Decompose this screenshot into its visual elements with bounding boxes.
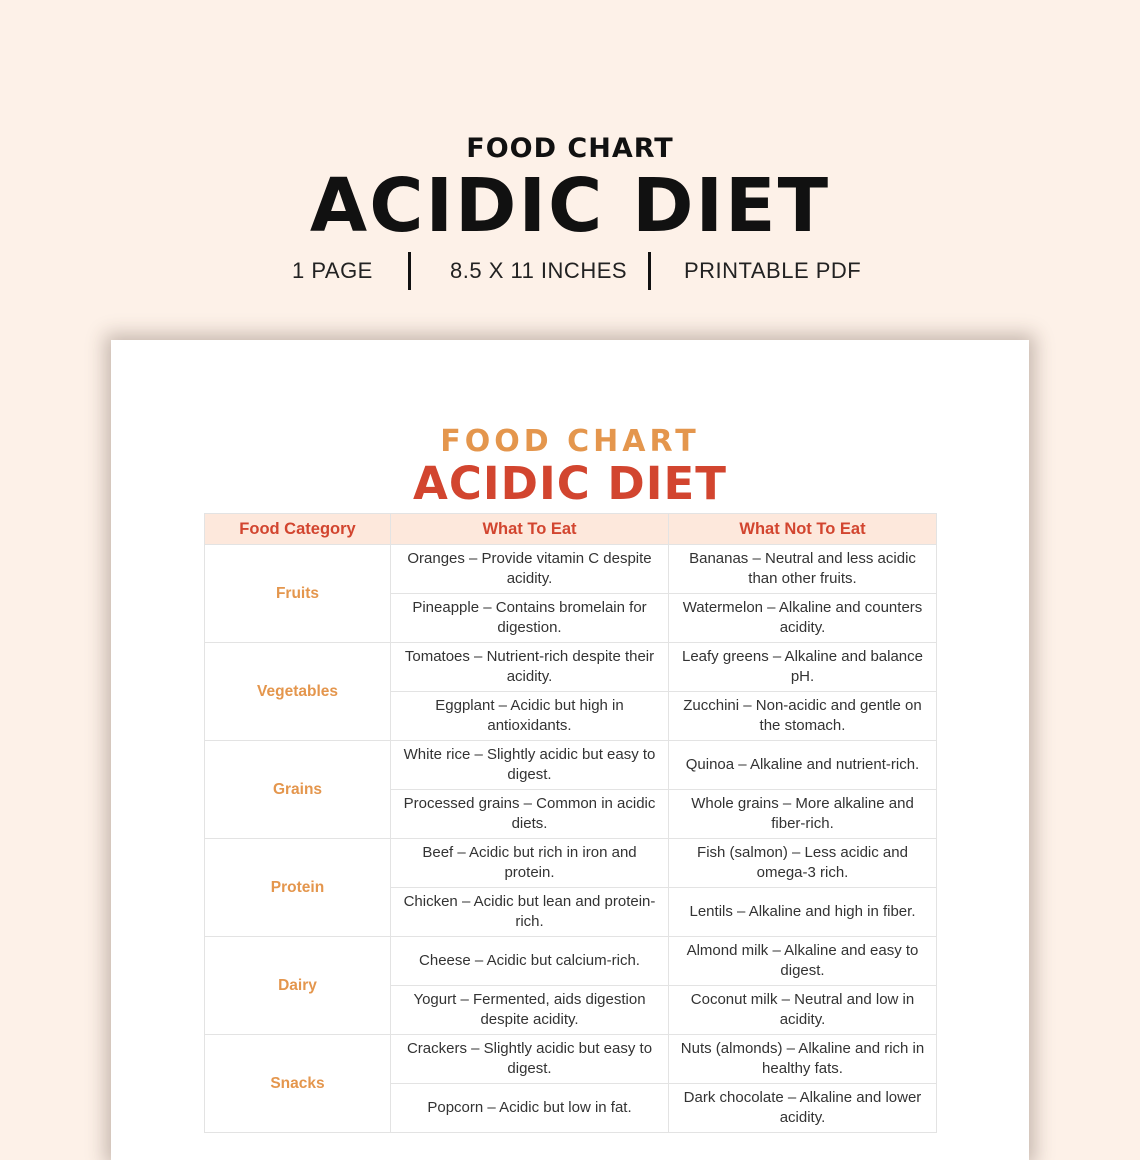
document-preview bbox=[111, 340, 1029, 1160]
table-row bbox=[205, 545, 937, 594]
category-cell: Grains bbox=[205, 741, 391, 839]
eat-cell: Chicken – Acidic but lean and protein-rich. bbox=[391, 888, 669, 937]
table-row bbox=[205, 741, 937, 790]
avoid-cell: Fish (salmon) – Less acidic and omega-3 rich. bbox=[669, 839, 937, 888]
eat-cell: Pineapple – Contains bromelain for digestion. bbox=[391, 594, 669, 643]
spec-divider bbox=[408, 252, 411, 290]
spec-size: 8.5 X 11 INCHES bbox=[450, 258, 628, 283]
spec-bar bbox=[0, 252, 1140, 292]
avoid-cell: Quinoa – Alkaline and nutrient-rich. bbox=[669, 741, 937, 790]
column-header-avoid: What Not To Eat bbox=[669, 514, 937, 545]
document-subtitle: FOOD CHART bbox=[440, 424, 700, 459]
hero-title: ACIDIC DIET bbox=[309, 163, 831, 249]
category-cell: Snacks bbox=[205, 1035, 391, 1133]
eat-cell: Processed grains – Common in acidic diets. bbox=[391, 790, 669, 839]
eat-cell: Yogurt – Fermented, aids digestion despite acidity. bbox=[391, 986, 669, 1035]
eat-cell: Beef – Acidic but rich in iron and protein. bbox=[391, 839, 669, 888]
avoid-cell: Dark chocolate – Alkaline and lower acidity. bbox=[669, 1084, 937, 1133]
avoid-cell: Bananas – Neutral and less acidic than other fruits. bbox=[669, 545, 937, 594]
table-row bbox=[205, 937, 937, 986]
eat-cell: Oranges – Provide vitamin C despite acidity. bbox=[391, 545, 669, 594]
eat-cell: Cheese – Acidic but calcium-rich. bbox=[391, 937, 669, 986]
document-title: ACIDIC DIET bbox=[413, 457, 727, 510]
table-header-row bbox=[205, 514, 937, 545]
spec-divider bbox=[648, 252, 651, 290]
avoid-cell: Almond milk – Alkaline and easy to digest. bbox=[669, 937, 937, 986]
table-row bbox=[205, 1035, 937, 1084]
column-header-eat: What To Eat bbox=[391, 514, 669, 545]
eat-cell: Tomatoes – Nutrient-rich despite their acidity. bbox=[391, 643, 669, 692]
eat-cell: Crackers – Slightly acidic but easy to digest. bbox=[391, 1035, 669, 1084]
column-header-category: Food Category bbox=[205, 514, 391, 545]
spec-pages: 1 PAGE bbox=[292, 258, 373, 283]
eat-cell: Popcorn – Acidic but low in fat. bbox=[391, 1084, 669, 1133]
avoid-cell: Lentils – Alkaline and high in fiber. bbox=[669, 888, 937, 937]
avoid-cell: Leafy greens – Alkaline and balance pH. bbox=[669, 643, 937, 692]
avoid-cell: Coconut milk – Neutral and low in acidity. bbox=[669, 986, 937, 1035]
avoid-cell: Watermelon – Alkaline and counters acidity. bbox=[669, 594, 937, 643]
hero-subtitle: FOOD CHART bbox=[466, 133, 674, 164]
category-cell: Dairy bbox=[205, 937, 391, 1035]
category-cell: Fruits bbox=[205, 545, 391, 643]
avoid-cell: Whole grains – More alkaline and fiber-rich. bbox=[669, 790, 937, 839]
eat-cell: White rice – Slightly acidic but easy to digest. bbox=[391, 741, 669, 790]
spec-format: PRINTABLE PDF bbox=[684, 258, 862, 283]
food-table bbox=[204, 513, 937, 1133]
eat-cell: Eggplant – Acidic but high in antioxidants. bbox=[391, 692, 669, 741]
table-row bbox=[205, 839, 937, 888]
category-cell: Vegetables bbox=[205, 643, 391, 741]
category-cell: Protein bbox=[205, 839, 391, 937]
table-row bbox=[205, 643, 937, 692]
avoid-cell: Zucchini – Non-acidic and gentle on the stomach. bbox=[669, 692, 937, 741]
avoid-cell: Nuts (almonds) – Alkaline and rich in healthy fats. bbox=[669, 1035, 937, 1084]
